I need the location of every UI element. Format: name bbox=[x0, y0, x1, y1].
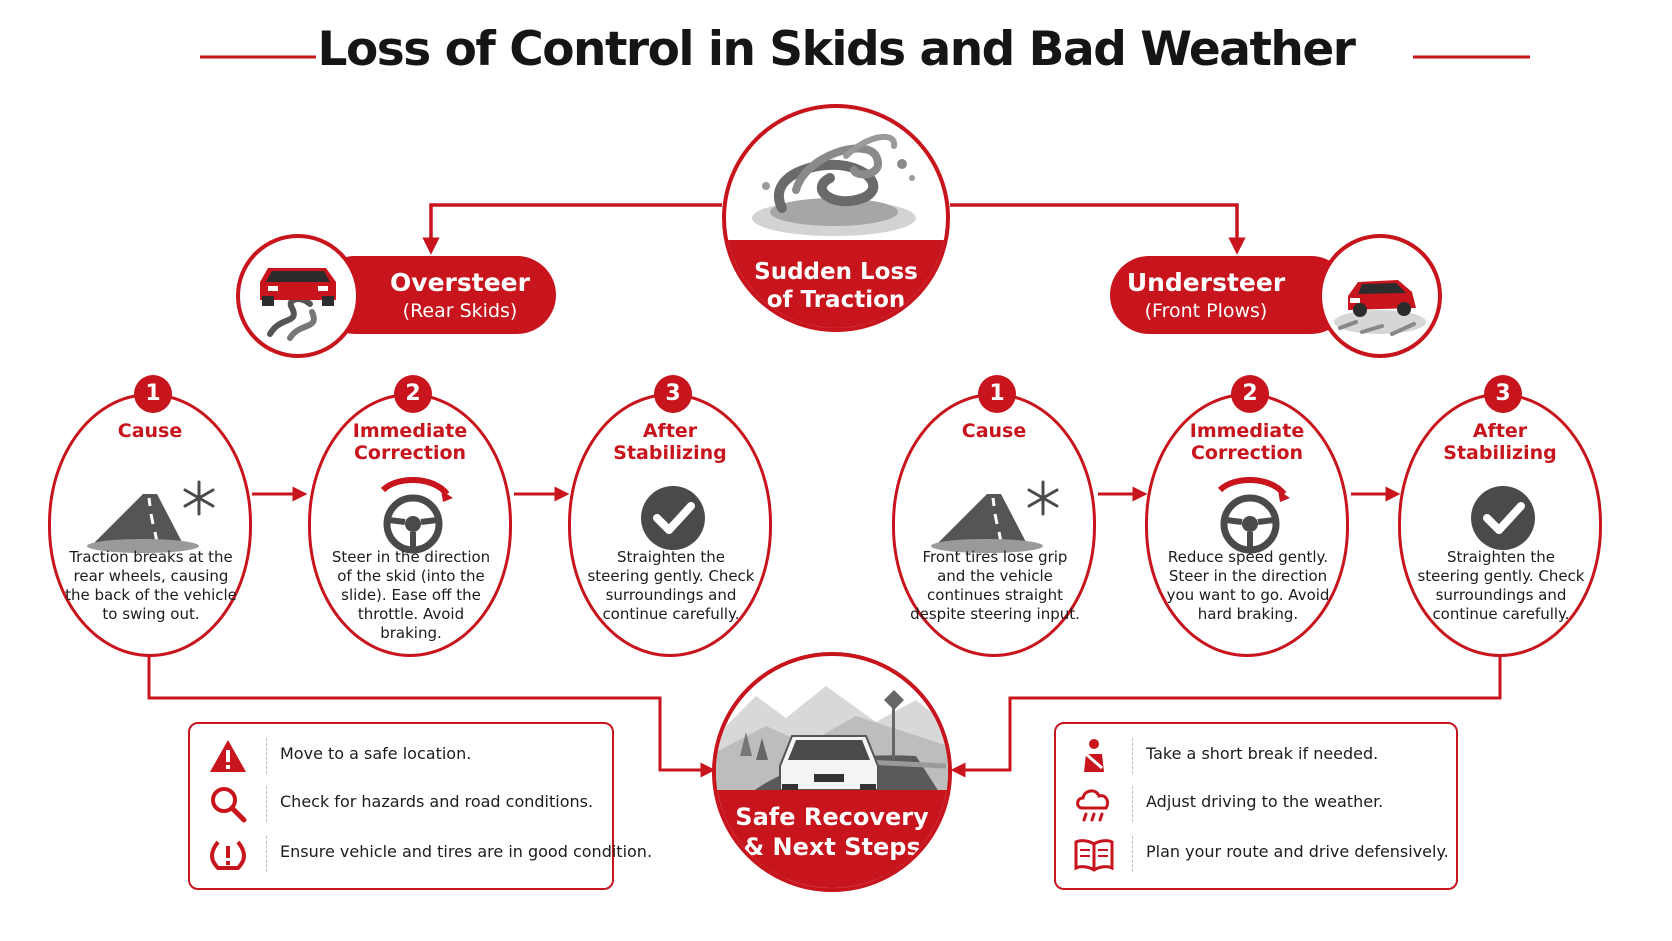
right-tips-box bbox=[1054, 722, 1458, 890]
icy-road-snowflake-icon bbox=[83, 474, 223, 554]
step-number: 3 bbox=[654, 375, 692, 413]
step-number: 2 bbox=[1231, 375, 1269, 413]
step-text: Straighten the steering gently. Check surroundings and continue carefully. bbox=[1417, 548, 1585, 623]
page-title: Loss of Control in Skids and Bad Weather bbox=[317, 22, 1355, 77]
understeer-pill bbox=[1110, 256, 1350, 334]
left-tips-box bbox=[188, 722, 653, 890]
step-text: Traction breaks at the rear wheels, causing the back of the vehicle to swing out. bbox=[65, 548, 237, 623]
step-heading: After Stabilizing bbox=[1443, 420, 1557, 464]
understeer-step-3 bbox=[1398, 381, 1602, 657]
seatbelt-person-icon bbox=[1074, 736, 1114, 776]
understeer-subtitle: (Front Plows) bbox=[1144, 300, 1268, 322]
oversteer-step-2 bbox=[308, 381, 512, 657]
steering-wheel-icon bbox=[343, 474, 483, 554]
understeer-icon-circle bbox=[1318, 234, 1442, 358]
understeer-step-1 bbox=[892, 381, 1096, 657]
magnifier-icon bbox=[208, 784, 248, 824]
list-item: Plan your route and drive defensively. bbox=[1056, 830, 1456, 878]
oversteer-step-3 bbox=[568, 381, 772, 657]
sliding-car-icon bbox=[240, 238, 356, 354]
step-text: Steer in the direction of the skid (into the slide). Ease off the throttle. Avoid braking. bbox=[331, 548, 491, 642]
step-heading: Cause bbox=[117, 420, 183, 442]
plowing-car-icon bbox=[1322, 238, 1438, 354]
step-heading: Immediate Correction bbox=[352, 420, 468, 464]
swirl-water-icon bbox=[726, 116, 946, 256]
icy-road-snowflake-icon bbox=[927, 474, 1067, 554]
list-item: Ensure vehicle and tires are in good condition. bbox=[190, 830, 612, 878]
oversteer-icon-circle bbox=[236, 234, 360, 358]
understeer-title: Understeer bbox=[1126, 268, 1286, 297]
car-on-road-icon bbox=[716, 656, 948, 806]
checkmark-icon bbox=[1433, 474, 1573, 554]
checkmark-icon bbox=[603, 474, 743, 554]
list-item: Take a short break if needed. bbox=[1056, 732, 1456, 780]
hub-to-understeer-arrow bbox=[950, 205, 1237, 246]
list-item: Check for hazards and road conditions. bbox=[190, 780, 612, 828]
step-heading: Cause bbox=[961, 420, 1027, 442]
step-number: 1 bbox=[978, 375, 1016, 413]
step-number: 3 bbox=[1484, 375, 1522, 413]
step-text: Front tires lose grip and the vehicle continues straight despite steering input. bbox=[910, 548, 1080, 623]
cloud-weather-icon bbox=[1074, 784, 1114, 824]
recovery-label: Safe Recovery & Next Steps bbox=[716, 790, 948, 888]
tire-pressure-icon bbox=[208, 834, 248, 874]
oversteer-subtitle: (Rear Skids) bbox=[402, 300, 518, 322]
step-heading: After Stabilizing bbox=[613, 420, 727, 464]
oversteer-title: Oversteer bbox=[390, 268, 530, 297]
step-text: Straighten the steering gently. Check surroundings and continue carefully. bbox=[587, 548, 755, 623]
understeer-step-2 bbox=[1145, 381, 1349, 657]
recovery-circle bbox=[712, 652, 952, 892]
steering-wheel-icon bbox=[1180, 474, 1320, 554]
step-number: 2 bbox=[394, 375, 432, 413]
list-item: Move to a safe location. bbox=[190, 732, 612, 780]
list-item: Adjust driving to the weather. bbox=[1056, 780, 1456, 828]
hub-circle bbox=[722, 104, 950, 332]
step-text: Reduce speed gently. Steer in the direction you want to go. Avoid hard braking. bbox=[1166, 548, 1330, 623]
hub-label: Sudden Loss of Traction bbox=[726, 240, 946, 328]
step-heading: Immediate Correction bbox=[1189, 420, 1305, 464]
warning-triangle-icon bbox=[208, 736, 248, 776]
oversteer-step-1 bbox=[48, 381, 252, 657]
hub-to-oversteer-arrow bbox=[431, 205, 722, 246]
open-book-icon bbox=[1074, 834, 1114, 874]
step-number: 1 bbox=[134, 375, 172, 413]
